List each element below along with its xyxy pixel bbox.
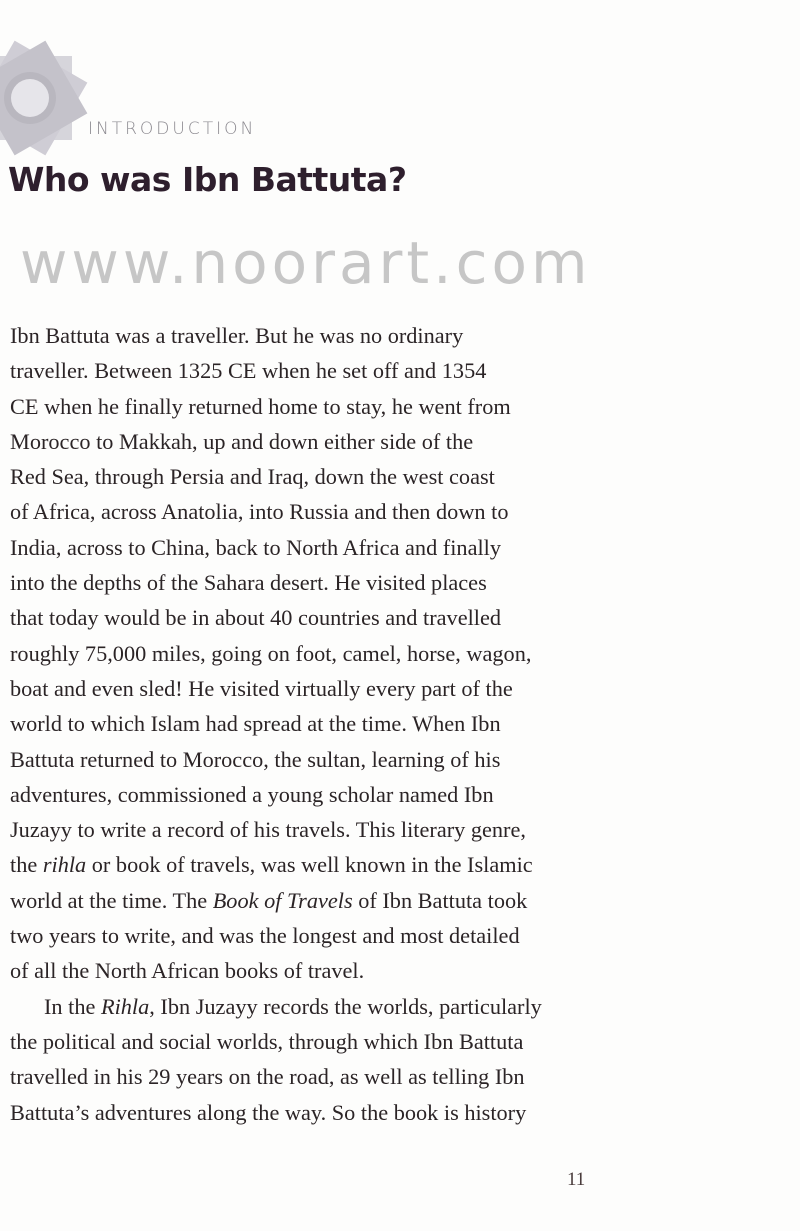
- text-line: [10, 847, 610, 882]
- text-segment: , Ibn Juzayy records the worlds, particularly: [149, 993, 542, 1019]
- text-segment: Red Sea, through Persia and Iraq, down the west coast: [10, 464, 495, 490]
- text-line: [10, 318, 610, 353]
- text-segment: Juzayy to write a record of his travels. This literary genre,: [10, 817, 526, 843]
- text-segment: of Africa, across Anatolia, into Russia and then down to: [10, 499, 509, 525]
- watermark: www.noorart.com: [20, 229, 592, 297]
- text-segment: Ibn Battuta was a traveller. But he was no ordinary: [10, 323, 464, 348]
- text-line: [10, 918, 610, 953]
- geometric-star-ornament-icon: [0, 38, 90, 158]
- page-title: Who was Ibn Battuta?: [8, 160, 407, 199]
- italic-text: Rihla: [100, 993, 150, 1019]
- text-segment: the political and social worlds, through which Ibn Battuta: [10, 1028, 524, 1054]
- text-line: [10, 777, 610, 812]
- text-line: [10, 494, 610, 529]
- text-segment: India, across to China, back to North Africa and finally: [10, 534, 502, 560]
- text-line: [10, 353, 610, 388]
- text-line: [10, 742, 610, 777]
- text-segment: world to which Islam had spread at the time. When Ibn: [10, 711, 501, 737]
- text-segment: travelled in his 29 years on the road, as well as telling Ibn: [10, 1064, 525, 1090]
- text-segment: boat and even sled! He visited virtually every part of the: [10, 675, 513, 701]
- page-number: 11: [567, 1169, 586, 1190]
- text-line: [10, 389, 610, 424]
- text-line: [10, 565, 610, 600]
- text-line: [10, 600, 610, 635]
- text-line: [10, 424, 610, 459]
- italic-text: rihla: [42, 852, 87, 878]
- text-line: [10, 459, 610, 494]
- text-segment: two years to write, and was the longest and most detailed: [10, 923, 520, 949]
- text-segment: traveller. Between 1325 CE when he set off and 1354: [10, 358, 487, 384]
- text-segment: the: [10, 852, 43, 878]
- text-line: [10, 812, 610, 847]
- text-line: [10, 706, 610, 741]
- body-text: [10, 318, 610, 1130]
- text-line: [10, 1024, 610, 1059]
- text-line: [10, 530, 610, 565]
- text-segment: into the depths of the Sahara desert. He visited places: [10, 570, 487, 596]
- text-segment: or book of travels, was well known in the Islamic: [86, 852, 533, 878]
- text-segment: that today would be in about 40 countries and travelled: [10, 605, 502, 631]
- italic-text: Book of Travels: [212, 887, 353, 913]
- text-segment: Battuta returned to Morocco, the sultan, learning of his: [10, 746, 501, 772]
- text-segment: CE when he finally returned home to stay, he went from: [10, 393, 511, 419]
- text-line: [10, 989, 610, 1024]
- text-line: [10, 953, 610, 988]
- text-segment: adventures, commissioned a young scholar named Ibn: [10, 781, 494, 807]
- text-segment: world at the time. The: [10, 887, 213, 913]
- text-line: [10, 883, 610, 918]
- text-line: [10, 1059, 610, 1094]
- text-segment: In the: [44, 993, 101, 1019]
- text-line: [10, 671, 610, 706]
- text-line: [10, 636, 610, 671]
- text-segment: Battuta’s adventures along the way. So the book is history: [10, 1099, 527, 1125]
- text-line: [10, 1095, 610, 1130]
- text-segment: of Ibn Battuta took: [352, 887, 528, 913]
- text-segment: roughly 75,000 miles, going on foot, camel, horse, wagon,: [10, 640, 532, 666]
- section-label: INTRODUCTION: [88, 119, 257, 139]
- text-segment: Morocco to Makkah, up and down either side of the: [10, 428, 474, 454]
- text-segment: of all the North African books of travel.: [10, 958, 365, 984]
